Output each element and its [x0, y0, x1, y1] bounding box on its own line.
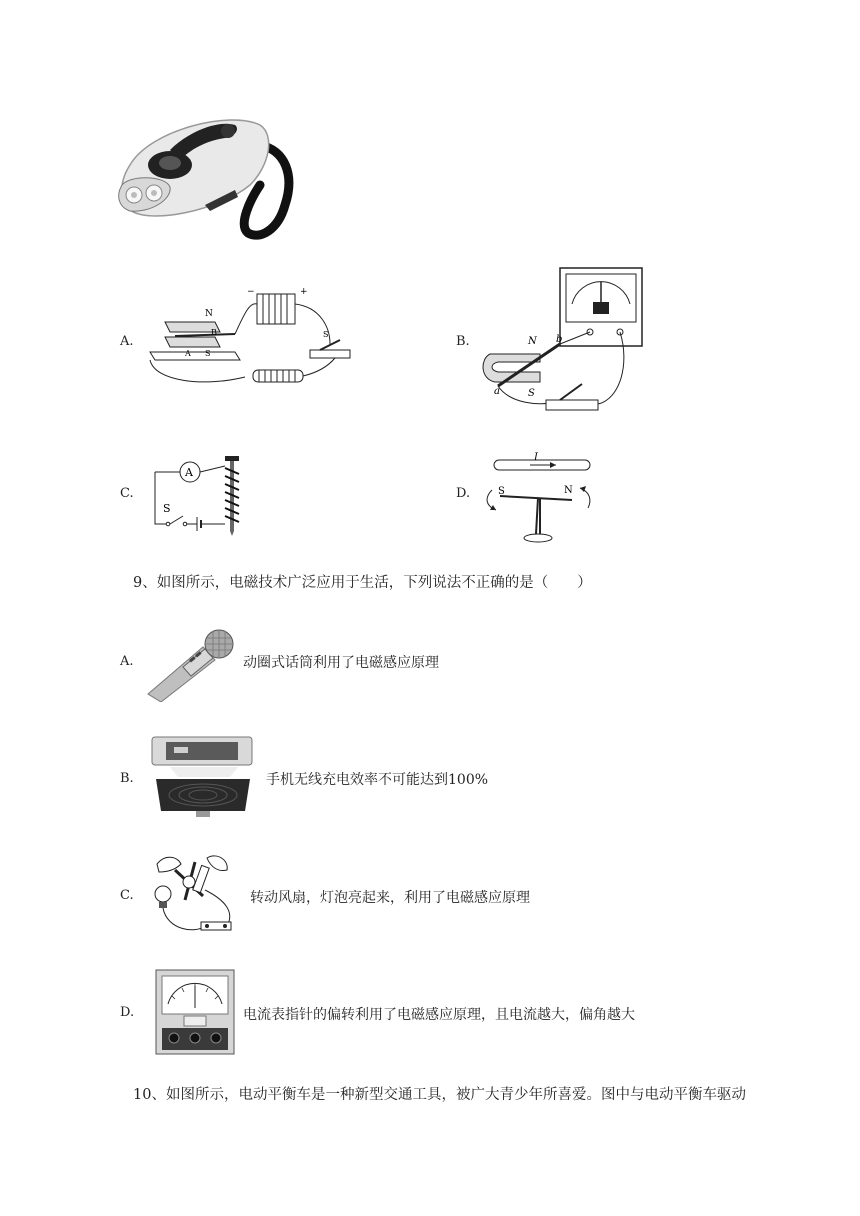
- svg-text:S: S: [205, 349, 211, 358]
- option-d-label: D.: [456, 486, 471, 501]
- wireless-charging-image: [150, 733, 256, 819]
- option-d-oersted-figure: [480, 448, 600, 548]
- svg-text:N: N: [564, 485, 573, 496]
- q9-option-d-label: D.: [120, 1005, 135, 1020]
- option-a-label: A.: [120, 334, 134, 349]
- svg-text:S: S: [163, 502, 171, 515]
- option-b-label: B.: [456, 334, 470, 349]
- ammeter-image: [154, 968, 236, 1056]
- q9-option-b-label: B.: [120, 771, 134, 786]
- svg-text:+: +: [300, 287, 308, 297]
- svg-text:a: a: [494, 386, 500, 397]
- option-c-electromagnet-figure: [145, 452, 255, 542]
- option-c-label: C.: [120, 486, 134, 501]
- svg-text:b: b: [556, 334, 563, 345]
- q9-option-c-label: C.: [120, 888, 134, 903]
- svg-text:A: A: [185, 349, 191, 358]
- question-9-stem: 9、如图所示，电磁技术广泛应用于生活，下列说法不正确的是（ ）: [133, 575, 592, 591]
- q9-option-b-text: 手机无线充电效率不可能达到100%: [266, 772, 489, 788]
- q9-option-a-label: A.: [120, 654, 134, 669]
- svg-text:N: N: [205, 309, 213, 319]
- svg-text:−: −: [247, 287, 255, 297]
- svg-text:S: S: [323, 330, 329, 339]
- svg-text:S: S: [528, 388, 535, 399]
- option-a-circuit-figure: [145, 282, 355, 402]
- hand-crank-flashlight-image: [110, 105, 310, 245]
- dynamic-microphone-image: [143, 622, 238, 702]
- svg-text:S: S: [498, 486, 505, 497]
- svg-text:A: A: [185, 466, 193, 479]
- q9-option-c-text: 转动风扇，灯泡亮起来，利用了电磁感应原理: [250, 890, 530, 906]
- question-10-stem: 10、如图所示，电动平衡车是一种新型交通工具，被广大青少年所喜爱。图中与电动平衡车驱动: [133, 1087, 746, 1103]
- q9-option-d-text: 电流表指针的偏转利用了电磁感应原理，且电流越大，偏角越大: [243, 1007, 635, 1023]
- svg-text:B: B: [211, 328, 217, 337]
- svg-text:N: N: [528, 336, 537, 347]
- q9-option-a-text: 动圈式话筒利用了电磁感应原理: [243, 655, 439, 671]
- fan-bulb-experiment-image: [145, 850, 245, 942]
- option-b-galvanometer-figure: [480, 264, 660, 416]
- svg-text:I: I: [534, 452, 538, 463]
